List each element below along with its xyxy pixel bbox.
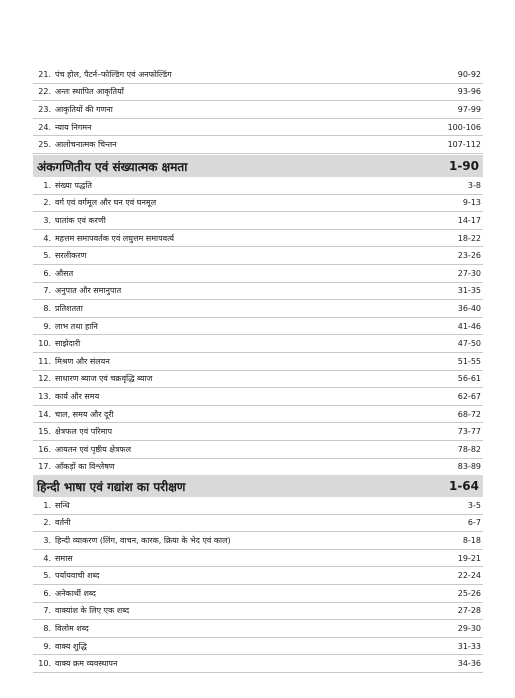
- contents-row: [33, 441, 483, 459]
- row-pages: 22-24: [457, 571, 481, 581]
- row-title: महत्तम समापवर्तक एवं लघुत्तम समापवर्त्य: [55, 233, 175, 243]
- row-title: समास: [55, 553, 73, 563]
- row-number: 7.: [43, 606, 51, 616]
- contents-row: [33, 119, 483, 137]
- row-title: सन्धि: [55, 500, 70, 510]
- row-title: क्षेत्रफल एवं परिमाप: [55, 427, 112, 437]
- row-pages: 73-77: [457, 427, 481, 437]
- contents-row: [33, 84, 483, 102]
- contents-row: [33, 638, 483, 656]
- contents-row: [33, 300, 483, 318]
- row-title: साधारण ब्याज एवं चक्रवृद्धि ब्याज: [55, 374, 153, 384]
- row-pages: 31-35: [457, 286, 481, 296]
- row-number: 3.: [43, 215, 51, 225]
- row-number: 1.: [43, 500, 51, 510]
- row-pages: 62-67: [457, 391, 481, 401]
- section-pages: 1-90: [448, 159, 479, 173]
- row-pages: 3-5: [467, 500, 481, 510]
- row-pages: 83-89: [457, 462, 481, 472]
- row-title: औसत: [55, 268, 74, 278]
- row-title: सरलीकरण: [55, 251, 87, 261]
- row-number: 25.: [38, 140, 51, 150]
- row-pages: 47-50: [457, 339, 481, 349]
- row-number: 5.: [43, 251, 51, 261]
- contents-row: [33, 371, 483, 389]
- top-contents-list: [33, 66, 483, 154]
- row-pages: 14-17: [457, 215, 481, 225]
- contents-row: [33, 195, 483, 213]
- contents-row: [33, 603, 483, 621]
- row-number: 21.: [38, 69, 51, 79]
- section-title: हिन्दी भाषा एवं गद्यांश का परीक्षण: [37, 479, 186, 494]
- row-pages: 18-22: [457, 233, 481, 243]
- row-number: 10.: [38, 339, 51, 349]
- row-title: संख्या पद्धति: [55, 180, 92, 190]
- row-pages: 97-99: [457, 104, 481, 114]
- row-pages: 56-61: [457, 374, 481, 384]
- row-pages: 27-28: [457, 606, 481, 616]
- section-pages: 1-64: [448, 479, 479, 493]
- row-pages: 25-26: [457, 588, 481, 598]
- row-pages: 3-8: [467, 180, 481, 190]
- row-number: 6.: [43, 268, 51, 278]
- contents-row: [33, 655, 483, 673]
- contents-row: [33, 406, 483, 424]
- row-number: 8.: [43, 623, 51, 633]
- row-pages: 68-72: [457, 409, 481, 419]
- row-pages: 29-30: [457, 623, 481, 633]
- contents-row: [33, 283, 483, 301]
- row-title: प्रतिशतता: [55, 303, 83, 313]
- row-pages: 41-46: [457, 321, 481, 331]
- contents-row: [33, 247, 483, 265]
- section-title: अंकगणितीय एवं संख्यात्मक क्षमता: [37, 159, 188, 174]
- row-number: 2.: [43, 518, 51, 528]
- row-pages: 19-21: [457, 553, 481, 563]
- row-pages: 9-13: [462, 198, 481, 208]
- contents-row: [33, 459, 483, 477]
- row-title: लाभ तथा हानि: [55, 321, 98, 331]
- row-title: पर्यायवाची शब्द: [55, 571, 100, 581]
- section-header-arithmetic: [33, 155, 483, 177]
- row-number: 16.: [38, 444, 51, 454]
- row-title: वाक्य शुद्धि: [55, 641, 87, 651]
- contents-row: [33, 585, 483, 603]
- contents-row: [33, 66, 483, 84]
- row-title: अनुपात और समानुपात: [55, 286, 122, 296]
- row-number: 6.: [43, 588, 51, 598]
- row-pages: 78-82: [457, 444, 481, 454]
- row-title: आयतन एवं पृष्ठीय क्षेत्रफल: [55, 444, 132, 454]
- row-number: 24.: [38, 122, 51, 132]
- row-number: 4.: [43, 553, 51, 563]
- row-title: वर्ग एवं वर्गमूल और घन एवं घनमूल: [55, 198, 157, 208]
- row-title: अनेकार्थी शब्द: [55, 588, 96, 598]
- contents-row: [33, 515, 483, 533]
- section-header-hindi: [33, 475, 483, 497]
- row-number: 17.: [38, 462, 51, 472]
- row-number: 13.: [38, 391, 51, 401]
- contents-row: [33, 212, 483, 230]
- row-number: 1.: [43, 180, 51, 190]
- row-number: 10.: [38, 659, 51, 669]
- row-pages: 34-36: [457, 659, 481, 669]
- contents-row: [33, 497, 483, 515]
- hindi-contents-list: [33, 497, 483, 673]
- row-number: 23.: [38, 104, 51, 114]
- contents-row: [33, 550, 483, 568]
- contents-row: [33, 567, 483, 585]
- row-title: वर्तनी: [55, 518, 71, 528]
- contents-row: [33, 335, 483, 353]
- contents-row: [33, 423, 483, 441]
- row-number: 9.: [43, 641, 51, 651]
- row-number: 2.: [43, 198, 51, 208]
- contents-row: [33, 265, 483, 283]
- row-title: चाल, समय और दूरी: [55, 409, 114, 419]
- contents-row: [33, 136, 483, 154]
- row-pages: 8-18: [462, 535, 481, 545]
- row-pages: 36-40: [457, 303, 481, 313]
- row-number: 15.: [38, 427, 51, 437]
- row-pages: 51-55: [457, 356, 481, 366]
- contents-row: [33, 101, 483, 119]
- row-title: वाक्य क्रम व्यवस्थापन: [55, 659, 118, 669]
- contents-row: [33, 532, 483, 550]
- row-number: 12.: [38, 374, 51, 384]
- row-pages: 6-7: [467, 518, 481, 528]
- row-title: आँकड़ों का विश्लेषण: [55, 462, 115, 472]
- row-number: 5.: [43, 571, 51, 581]
- row-pages: 100-106: [447, 122, 481, 132]
- row-pages: 93-96: [457, 87, 481, 97]
- row-number: 7.: [43, 286, 51, 296]
- row-number: 14.: [38, 409, 51, 419]
- row-title: न्याय निगमन: [55, 122, 92, 132]
- row-title: आकृतियों की गणना: [55, 104, 113, 114]
- contents-row: [33, 353, 483, 371]
- contents-row: [33, 620, 483, 638]
- row-pages: 31-33: [457, 641, 481, 651]
- row-title: साझेदारी: [55, 339, 81, 349]
- row-title: घातांक एवं करणी: [55, 215, 106, 225]
- row-number: 11.: [38, 356, 51, 366]
- contents-row: [33, 388, 483, 406]
- row-number: 9.: [43, 321, 51, 331]
- row-title: मिश्रण और संलयन: [55, 356, 110, 366]
- row-title: कार्य और समय: [55, 391, 100, 401]
- row-number: 4.: [43, 233, 51, 243]
- row-number: 22.: [38, 87, 51, 97]
- arithmetic-contents-list: [33, 177, 483, 476]
- row-pages: 23-26: [457, 251, 481, 261]
- row-number: 3.: [43, 535, 51, 545]
- row-pages: 90-92: [457, 69, 481, 79]
- row-title: विलोम शब्द: [55, 623, 89, 633]
- row-pages: 27-30: [457, 268, 481, 278]
- contents-row: [33, 177, 483, 195]
- row-title: अन्तः स्थापित आकृतियाँ: [55, 87, 124, 97]
- row-number: 8.: [43, 303, 51, 313]
- row-pages: 107-112: [447, 140, 481, 150]
- row-title: आलोचनात्मक चिन्तन: [55, 140, 117, 150]
- contents-row: [33, 230, 483, 248]
- row-title: वाक्यांश के लिए एक शब्द: [55, 606, 130, 616]
- contents-row: [33, 318, 483, 336]
- row-title: हिन्दी व्याकरण (लिंग, वाचन, कारक, क्रिया के भेद एवं काल): [55, 535, 231, 545]
- row-title: पंच होल, पैटर्न–फोल्डिंग एवं अनफोल्डिंग: [55, 69, 172, 79]
